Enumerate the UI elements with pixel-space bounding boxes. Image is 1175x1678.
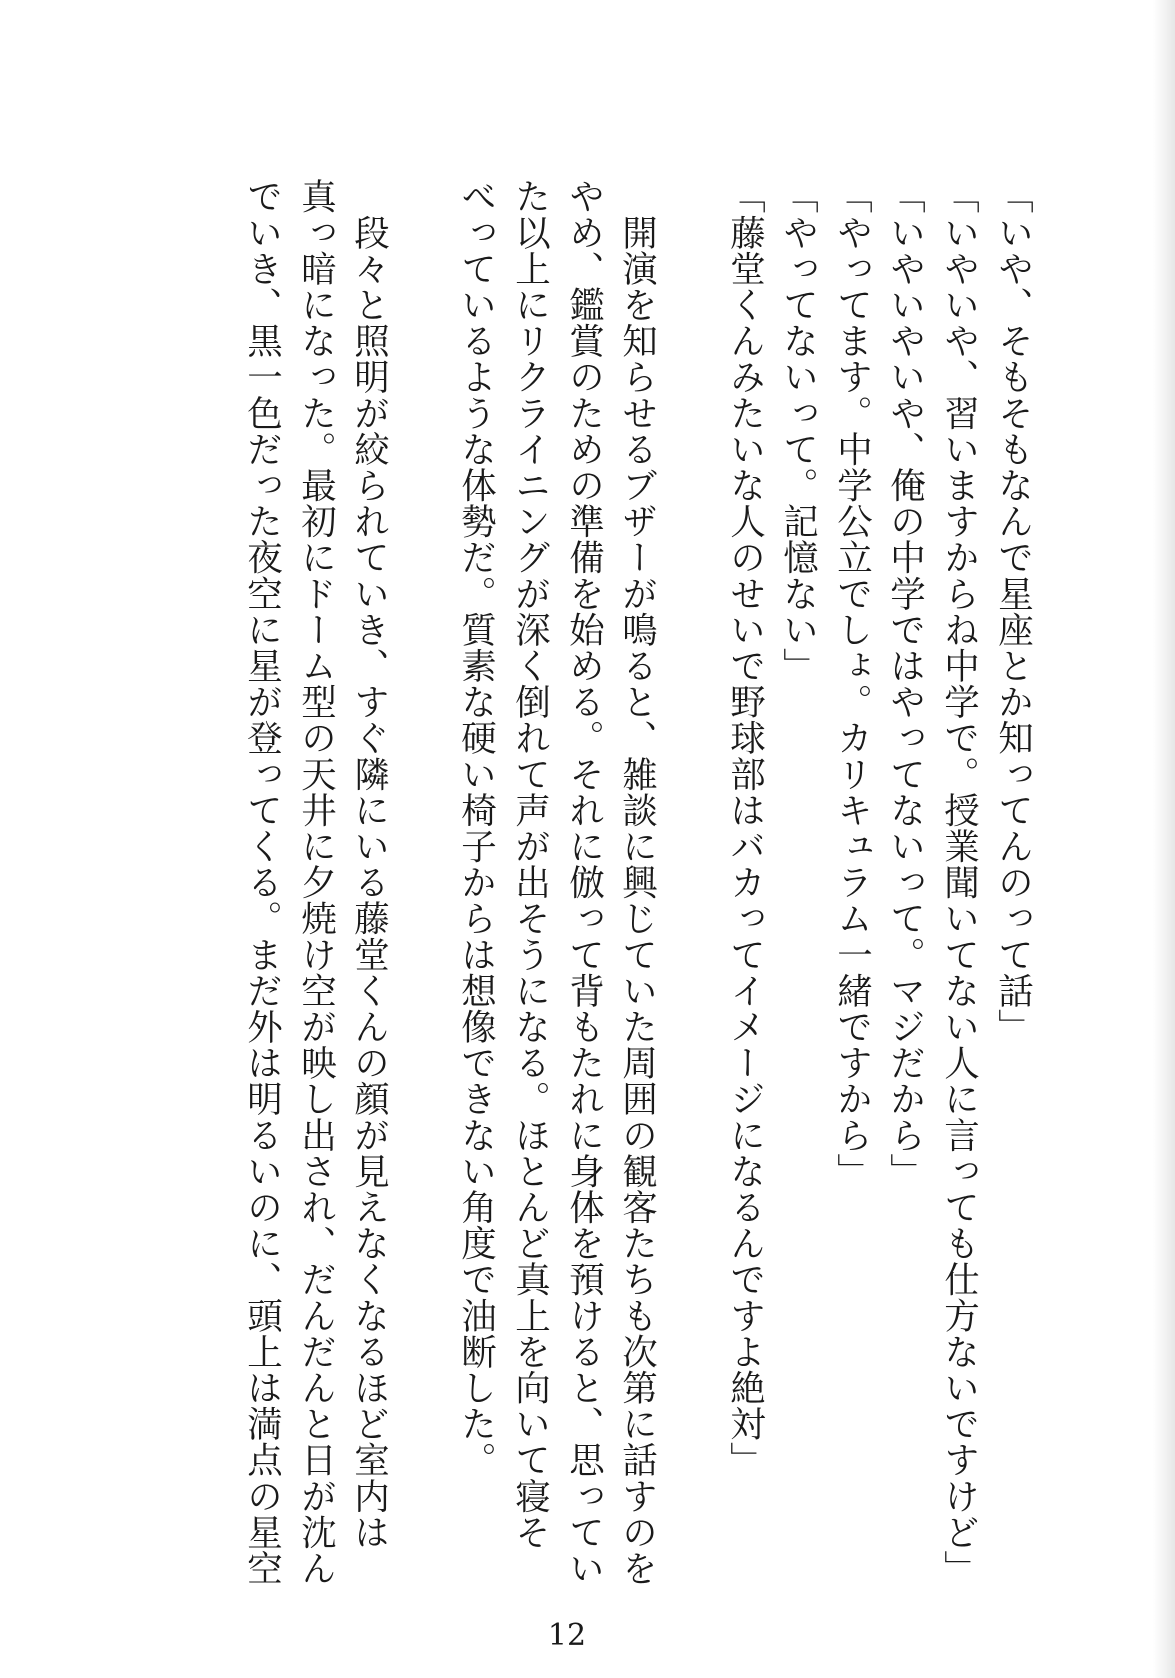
page-number: 12 [547, 1618, 587, 1653]
text-line-15: 「いや、そもそもなんで星座とか知ってんのって話」 [992, 178, 1034, 1045]
text-line-8: 開演を知らせるブザーが鳴ると、雑談に興じていた周囲の観客たちも次第に話すのを [616, 178, 658, 1586]
text-line-7: やめ、鑑賞のための準備を始める。それに倣って背もたれに身体を預けると、思ってい [563, 178, 605, 1586]
text-line-1: でいき、黒一色だった夜空に星が登ってくる。まだ外は明るいのに、頭上は満点の星空 [241, 178, 283, 1586]
text-line-3: 段々と照明が絞られていき、すぐ隣にいる藤堂くんの顔が見えなくなるほど室内は [348, 178, 390, 1550]
text-line-6: た以上にリクライニングが深く倒れて声が出そうになる。ほとんど真上を向いて寝そ [509, 178, 551, 1550]
text-line-2: 真っ暗になった。最初にドーム型の天井に夕焼け空が映し出され、だんだんと日が沈ん [295, 178, 337, 1586]
text-line-12: 「やってます。中学公立でしょ。カリキュラム一緒ですから」 [831, 178, 873, 1189]
text-line-10: 「藤堂くんみたいな人のせいで野球部はバカってイメージになるんですよ絶対」 [724, 178, 766, 1478]
text-line-5: べっているような体勢だ。質素な硬い椅子からは想像できない角度で油断した。 [455, 178, 497, 1478]
text-line-14: 「いやいや、習いますからね中学で。授業聞いてない人に言っても仕方ないですけど」 [938, 178, 980, 1586]
page-binding-edge [1153, 0, 1175, 1678]
text-line-11: 「やってないって。記憶ない」 [777, 178, 819, 684]
text-line-13: 「いやいやいや、俺の中学ではやってないって。マジだから」 [884, 178, 926, 1189]
